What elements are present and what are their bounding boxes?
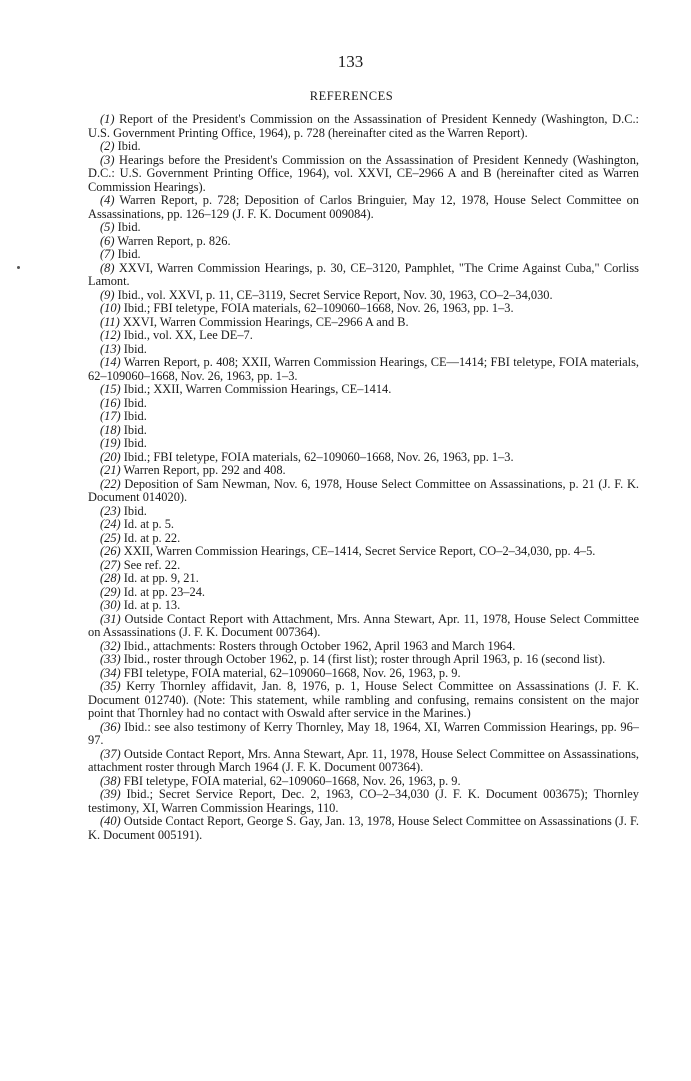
reference-number: (10) (100, 301, 121, 315)
reference-item (88, 383, 639, 397)
reference-text: Deposition of Sam Newman, Nov. 6, 1978, House Select Committee on Assassinations, p. 21 (J. F. K. Document 014020). (88, 476, 639, 504)
reference-item (88, 775, 639, 789)
reference-text: Ibid.; FBI teletype, FOIA materials, 62–109060–1668, Nov. 26, 1963, pp. 1–3. (123, 301, 514, 315)
reference-item (88, 356, 639, 383)
reference-number: (36) (100, 719, 121, 734)
reference-item (88, 262, 639, 289)
reference-item (88, 397, 639, 411)
reference-item (88, 788, 639, 815)
reference-number: (3) (100, 152, 115, 167)
reference-number: (29) (100, 584, 121, 599)
reference-text: Ibid., vol. XX, Lee DE–7. (123, 328, 253, 342)
reference-item (88, 653, 639, 667)
reference-number: (18) (100, 422, 121, 437)
reference-text: XXVI, Warren Commission Hearings, CE–2966 A and B. (122, 314, 409, 329)
reference-number: (2) (100, 139, 115, 153)
reference-item (88, 316, 639, 330)
reference-number: (16) (100, 395, 121, 410)
reference-text: Hearings before the President's Commission on the Assassination of President Kennedy (Washington, D.C.: U.S. Government Printing Office, 1964), vol. XXVI, CE–2966 A and B (hereinafter cited as Warren Commission Hearings). (88, 152, 639, 194)
reference-number: (20) (100, 449, 121, 464)
reference-number: (22) (100, 476, 121, 491)
reference-number: (13) (100, 341, 121, 356)
reference-item (88, 154, 639, 195)
reference-text: XXVI, Warren Commission Hearings, p. 30, CE–3120, Pamphlet, "The Crime Against Cuba," Corliss Lamont. (88, 260, 639, 288)
reference-item (88, 572, 639, 586)
reference-item (88, 437, 639, 451)
reference-text: Id. at p. 5. (123, 517, 175, 531)
reference-text: Ibid. (123, 422, 147, 437)
reference-text: Ibid. (123, 436, 147, 450)
section-heading: REFERENCES (309, 89, 394, 103)
reference-item (88, 235, 639, 249)
reference-text: Outside Contact Report, Mrs. Anna Stewart, Apr. 11, 1978, House Select Committee on Assassinations, attachment roster through March 1964 (J. F. K. Document 007364). (88, 746, 639, 774)
reference-item (88, 559, 639, 573)
reference-number: (40) (100, 814, 121, 828)
reference-number: (19) (100, 436, 121, 450)
reference-item (88, 640, 639, 654)
reference-text: XXII, Warren Commission Hearings, CE–1414, Secret Service Report, CO–2–34,030, pp. 4–5. (123, 544, 596, 558)
reference-item (88, 721, 639, 748)
reference-item (88, 586, 639, 600)
reference-text: FBI teletype, FOIA material, 62–109060–1668, Nov. 26, 1963, p. 9. (123, 665, 461, 680)
reference-number: (7) (100, 247, 115, 261)
reference-number: (28) (100, 571, 121, 585)
reference-text: Ibid. (117, 139, 141, 153)
reference-number: (1) (100, 112, 115, 126)
reference-text: Ibid.; XXII, Warren Commission Hearings, CE–1414. (123, 382, 392, 396)
reference-number: (39) (100, 787, 121, 801)
reference-number: (26) (100, 544, 121, 558)
reference-text: Ibid.; FBI teletype, FOIA materials, 62–109060–1668, Nov. 26, 1963, pp. 1–3. (123, 449, 514, 464)
reference-item (88, 140, 639, 154)
reference-text: Kerry Thornley affidavit, Jan. 8, 1976, p. 1, House Select Committee on Assassinations (J. F. K. Document 012740). (Note: This statement, while rambling and confusing, remains consistent on the major point that Thornley had no contact with Oswald after service in the Marines.) (88, 679, 639, 720)
reference-item (88, 424, 639, 438)
reference-item (88, 343, 639, 357)
reference-list (88, 113, 639, 842)
reference-number: (8) (100, 260, 115, 275)
margin-mark (17, 266, 20, 269)
reference-item (88, 667, 639, 681)
reference-text: Report of the President's Commission on the Assassination of President Kennedy (Washington, D.C.: U.S. Government Printing Office, 1964), p. 728 (hereinafter cited as the Warren Report). (88, 112, 639, 140)
reference-text: FBI teletype, FOIA material, 62–109060–1668, Nov. 26, 1963, p. 9. (123, 773, 461, 788)
reference-number: (25) (100, 530, 121, 545)
reference-text: Ibid.: see also testimony of Kerry Thornley, May 18, 1964, XI, Warren Commission Hearings, pp. 96–97. (88, 719, 639, 747)
reference-text: Id. at p. 13. (123, 598, 181, 612)
reference-number: (5) (100, 220, 115, 234)
reference-number: (11) (100, 314, 120, 329)
reference-text: Id. at pp. 23–24. (123, 584, 205, 599)
reference-item (88, 221, 639, 235)
reference-text: Ibid. (123, 395, 147, 410)
reference-item (88, 410, 639, 424)
reference-item (88, 613, 639, 640)
reference-text: Warren Report, p. 728; Deposition of Carlos Bringuier, May 12, 1978, House Select Committee on Assassinations, pp. 126–129 (J. F. K. Document 009084). (88, 193, 639, 221)
reference-number: (12) (100, 328, 121, 342)
reference-item (88, 464, 639, 478)
reference-text: Id. at p. 22. (123, 530, 181, 545)
reference-number: (30) (100, 598, 121, 612)
reference-item (88, 545, 639, 559)
page-number: 133 (337, 52, 364, 71)
reference-text: Ibid., attachments: Rosters through October 1962, April 1963 and March 1964. (123, 638, 516, 653)
reference-number: (38) (100, 773, 121, 788)
reference-text: Warren Report, p. 826. (117, 233, 231, 248)
reference-item (88, 248, 639, 262)
reference-text: Ibid. (117, 247, 141, 261)
reference-number: (9) (100, 287, 115, 302)
reference-number: (15) (100, 382, 121, 396)
reference-text: See ref. 22. (123, 557, 181, 572)
reference-number: (31) (100, 611, 121, 626)
reference-item (88, 194, 639, 221)
reference-item (88, 748, 639, 775)
reference-number: (34) (100, 665, 121, 680)
reference-item (88, 329, 639, 343)
reference-item (88, 478, 639, 505)
reference-text: Ibid., vol. XXVI, p. 11, CE–3119, Secret Service Report, Nov. 30, 1963, CO–2–34,030. (117, 287, 553, 302)
reference-item (88, 599, 639, 613)
reference-text: Ibid., roster through October 1962, p. 14 (first list); roster through April 1963, p. 16 (second list). (123, 652, 606, 666)
reference-item (88, 505, 639, 519)
reference-item (88, 113, 639, 140)
reference-text: Outside Contact Report, George S. Gay, Jan. 13, 1978, House Select Committee on Assassinations (J. F. K. Document 005191). (88, 814, 639, 842)
reference-number: (4) (100, 193, 115, 207)
reference-number: (35) (100, 679, 121, 693)
reference-text: Ibid. (123, 341, 147, 356)
reference-number: (21) (100, 463, 121, 477)
reference-item (88, 289, 639, 303)
reference-item (88, 451, 639, 465)
reference-text: Ibid. (123, 409, 147, 423)
reference-item (88, 532, 639, 546)
reference-item (88, 518, 639, 532)
reference-item (88, 302, 639, 316)
reference-number: (37) (100, 746, 121, 761)
reference-number: (32) (100, 638, 121, 653)
reference-number: (33) (100, 652, 121, 666)
reference-number: (14) (100, 355, 121, 369)
reference-text: Ibid. (123, 503, 147, 518)
reference-number: (27) (100, 557, 121, 572)
reference-text: Id. at pp. 9, 21. (123, 571, 199, 585)
reference-text: Warren Report, p. 408; XXII, Warren Commission Hearings, CE—1414; FBI teletype, FOIA materials, 62–109060–1668, Nov. 26, 1963, pp. 1–3. (88, 355, 639, 383)
reference-number: (23) (100, 503, 121, 518)
reference-number: (6) (100, 233, 115, 248)
reference-number: (24) (100, 517, 121, 531)
reference-text: Ibid. (117, 220, 141, 234)
reference-item (88, 815, 639, 842)
reference-text: Ibid.; Secret Service Report, Dec. 2, 1963, CO–2–34,030 (J. F. K. Document 003675); Thornley testimony, XI, Warren Commission Hearings, 110. (88, 787, 639, 815)
reference-text: Outside Contact Report with Attachment, Mrs. Anna Stewart, Apr. 11, 1978, House Select Committee on Assassinations (J. F. K. Document 007364). (88, 611, 639, 639)
reference-item (88, 680, 639, 721)
reference-text: Warren Report, pp. 292 and 408. (123, 463, 286, 477)
reference-number: (17) (100, 409, 121, 423)
